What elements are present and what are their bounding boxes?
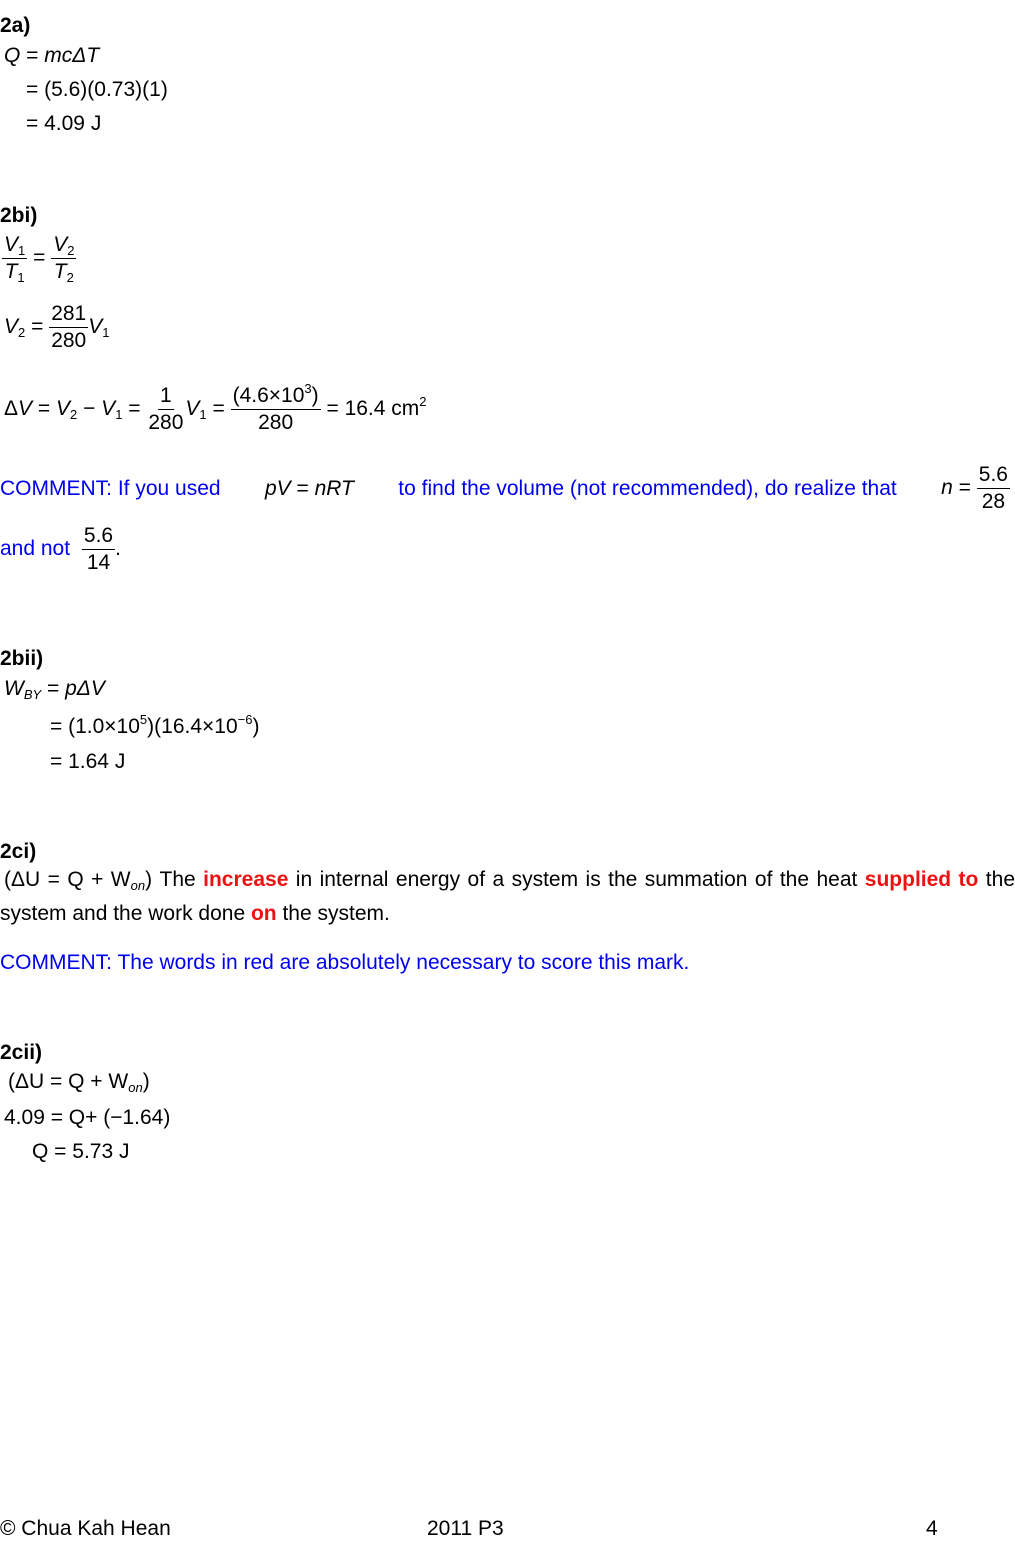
- heading-2bi: 2bi): [0, 204, 38, 227]
- footer-page-number: 4: [926, 1517, 938, 1540]
- eq-2cii-line3: Q = 5.73 J: [32, 1140, 130, 1163]
- eq-2bii-line3: = 1.64 J: [50, 750, 126, 773]
- comment-2bi-line1: COMMENT: If you used pV = nRT to find the volume (not recommended), do realize that n = $\frac{5.6}{28}$: [0, 463, 1008, 514]
- eq-2cii-line1: $(\Delta U = Q + W_{on})$: [8, 1070, 150, 1095]
- heading-2bii: 2bii): [0, 647, 44, 670]
- comment-2ci: COMMENT: The words in red are absolutely necessary to score this mark.: [0, 951, 690, 974]
- heading-2cii: 2cii): [0, 1041, 43, 1064]
- eq-2a-line3: = 4.09 J: [26, 112, 102, 135]
- eq-2bi-delta-v: $\Delta V = V_2 - V_1$ = $\frac{1}{280}$ $V_1$ = $\frac{(4.6\times 10^3)}{280}$ = 16.4 $cm^2$: [4, 381, 427, 435]
- definition-2ci: $(\Delta U = Q + W_{on})$ The increase in internal energy of a system is the summation of the heat supplied to the system and the work done on the system.: [0, 868, 1015, 925]
- eq-2a-line2: = (5.6)(0.73)(1): [26, 78, 168, 101]
- footer-copyright: © Chua Kah Hean: [0, 1517, 171, 1540]
- heading-2a: 2a): [0, 14, 31, 37]
- eq-2bi-charles: $\frac{V_1}{T_1}$ = $\frac{V_2}{T_2}$: [4, 233, 75, 286]
- eq-2a-line1: Q = mcΔT: [4, 44, 100, 67]
- eq-2bi-v2: $V_2$ = $\frac{281}{280}$ $V_1$: [4, 302, 110, 353]
- footer-paper: 2011 P3: [427, 1517, 504, 1540]
- comment-2bi-line2: and not $\frac{5.6}{14}$ .: [0, 524, 121, 575]
- eq-2cii-line2: 4.09 = Q+ (−1.64): [4, 1106, 171, 1129]
- eq-2bii-line1: $W_{BY} = p\Delta V$: [4, 677, 105, 702]
- eq-2bii-line2: = $(1.0\times 10^5)(16.4\times 10^{-6})$: [50, 712, 260, 738]
- heading-2ci: 2ci): [0, 840, 37, 863]
